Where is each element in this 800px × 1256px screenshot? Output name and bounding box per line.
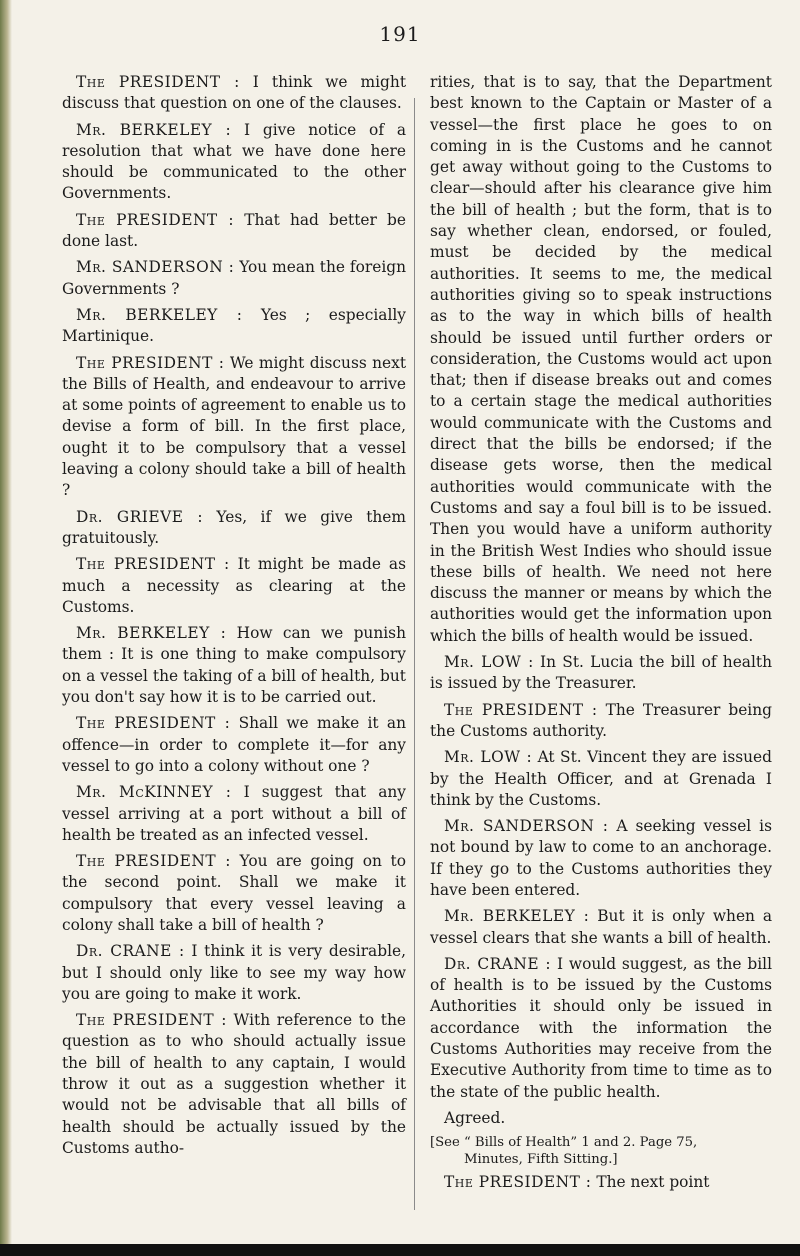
paragraph (430, 816, 772, 901)
paragraph (62, 120, 406, 205)
paragraph (62, 507, 406, 550)
speech-text: We might discuss next the Bills of Health, and endeavour to arrive at some points of agreement to enable us to devise a form of bill. In the first place, ought it to be compulsory that a vessel leaving a colony should take a bill of health ? (62, 353, 407, 500)
footnote (430, 1134, 772, 1168)
speech-text: But it is only when a vessel clears that she wants a bill of health. (430, 907, 773, 947)
speaker-name: The PRESIDENT : (76, 714, 231, 733)
speaker-name: Mr. McKINNEY : (76, 783, 232, 802)
paragraph (430, 906, 772, 949)
paragraph (62, 782, 406, 846)
paragraph (430, 652, 772, 695)
speech-text: You are going on to the second point. Shall we make it compulsory that every vessel leaving a colony shall take a bill of health ? (62, 852, 406, 934)
speech-text: I think it is very desirable, but I should only like to see my way how you are going to make it work. (62, 942, 406, 1003)
speech-text: How can we punish them : It is one thing to make compulsory on a vessel the taking of a bill of health, but you don't say how it is to be carried out. (62, 624, 406, 707)
paragraph (430, 72, 772, 647)
speech-text: You mean the foreign Governments ? (62, 258, 407, 298)
speech-text: I give notice of a resolution that what we have done here should be communicated to the other Governments. (62, 120, 406, 203)
speech-text: That had better be done last. (62, 210, 406, 251)
speech-text: The Treasurer being the Customs authority. (430, 700, 772, 740)
paragraph (430, 700, 772, 743)
speech-text: With reference to the question as to who should actually issue the bill of health to any captain, I would throw it out as a suggestion whether it would not be advisable that all bills of health should be actually issued by the Customs autho- (62, 1011, 406, 1157)
paragraph (62, 941, 406, 1005)
speech-text: Yes, if we give them gratuitously. (62, 507, 406, 547)
speaker-name: The PRESIDENT : (444, 700, 598, 719)
paragraph (62, 257, 406, 300)
speech-text: The next point (591, 1173, 710, 1192)
paragraph (62, 851, 406, 936)
paragraph (62, 713, 406, 777)
paragraph (62, 1010, 406, 1159)
speech-text: rities, that is to say, that the Department best known to the Captain or Master of a vessel—the first place he goes to on coming in is the Customs and he cannot get away without going to the Customs to clear—should after his clearance give him the bill of health ; but the form, that is to say whether clean, endorsed, or fouled, must be decided by the medical authorities. It seems to me, the medical authorities giving so to speak instructions as to the way in which bills of health should be issued until further orders or consideration, the Customs would act upon that; then if disease breaks out and comes to a certain stage the medical authorities would communicate with the Customs and direct that the bills be endorsed; if the disease gets worse, then the medical authorities would communicate with the Customs and say a foul bill is to be issued. Then you would have a uniform authority in the British West Indies who should issue these bills of health. We need not here discuss the manner or means by which the authorities would get the information upon which the bills of health would be issued. (430, 73, 772, 645)
speaker-name: The PRESIDENT : (76, 73, 240, 91)
right-column (430, 72, 772, 1199)
speech-text: Shall we make it an offence—in order to complete it—for any vessel to go into a colony without one ? (62, 714, 406, 775)
paragraph (430, 954, 772, 1103)
paragraph (62, 623, 406, 708)
speech-text: It might be made as much a necessity as clearing at the Customs. (62, 555, 406, 616)
paragraph (430, 747, 772, 811)
speaker-name: Dr. GRIEVE : (76, 507, 204, 526)
paragraph (62, 353, 406, 502)
speaker-name: Dr. CRANE : (444, 954, 552, 973)
speaker-name: Dr. CRANE : (76, 942, 185, 961)
speech-text: In St. Lucia the bill of health is issued by the Treasurer. (430, 653, 772, 693)
speaker-name: The PRESIDENT : (76, 555, 230, 574)
page-edge-left (0, 0, 12, 1256)
paragraph (62, 210, 406, 253)
speech-text: I think we might discuss that question on one of the clauses. (62, 73, 407, 113)
speaker-name: Mr. SANDERSON : (76, 258, 235, 277)
speaker-name: The PRESIDENT : (76, 210, 235, 229)
speech-text: At St. Vincent they are issued by the Health Officer, and at Grenada I think by the Customs. (430, 748, 773, 809)
speech-text: I would suggest, as the bill of health is to be issued by the Customs Authorities it should only be issued in accordance with the information the Customs Authorities may receive from the Executive Authority from time to time as to the state of the public health. (430, 954, 772, 1101)
speaker-name: Mr. LOW : (444, 748, 533, 767)
footnote-line-2: Minutes, Fifth Sitting.] (464, 1152, 618, 1168)
column-divider (414, 98, 415, 1210)
speaker-name: The PRESIDENT : (76, 852, 231, 871)
speech-text: A seeking vessel is not bound by law to come to an anchorage. If they go to the Customs authorities they have been entered. (430, 817, 773, 899)
speaker-name: Mr. BERKELEY : (444, 907, 590, 926)
paragraph (62, 72, 406, 115)
speech-text: Yes ; especially Martinique. (62, 305, 406, 346)
speaker-name: Mr. BERKELEY : (76, 305, 243, 324)
speaker-name: Mr. BERKELEY : (76, 624, 227, 643)
speaker-name: The PRESIDENT : (444, 1173, 592, 1192)
page-edge-bottom (0, 1244, 800, 1256)
speaker-name: The PRESIDENT : (76, 353, 225, 372)
speaker-name: Mr. SANDERSON : (444, 817, 609, 836)
speaker-name: Mr. BERKELEY : (76, 120, 232, 139)
speaker-name: The PRESIDENT : (76, 1011, 227, 1030)
footnote-line-1: [See “ Bills of Health” 1 and 2. Page 75, (430, 1135, 698, 1151)
speaker-name: Mr. LOW : (444, 653, 534, 672)
paragraph (430, 1108, 772, 1129)
paragraph-final (430, 1172, 772, 1193)
paragraph (62, 554, 406, 618)
page-number: 191 (379, 22, 421, 46)
speech-text: I suggest that any vessel arriving at a port without a bill of health be treated as an infected vessel. (62, 783, 406, 844)
paragraph (62, 305, 406, 348)
speech-text: Agreed. (444, 1108, 506, 1127)
left-column (62, 72, 406, 1164)
